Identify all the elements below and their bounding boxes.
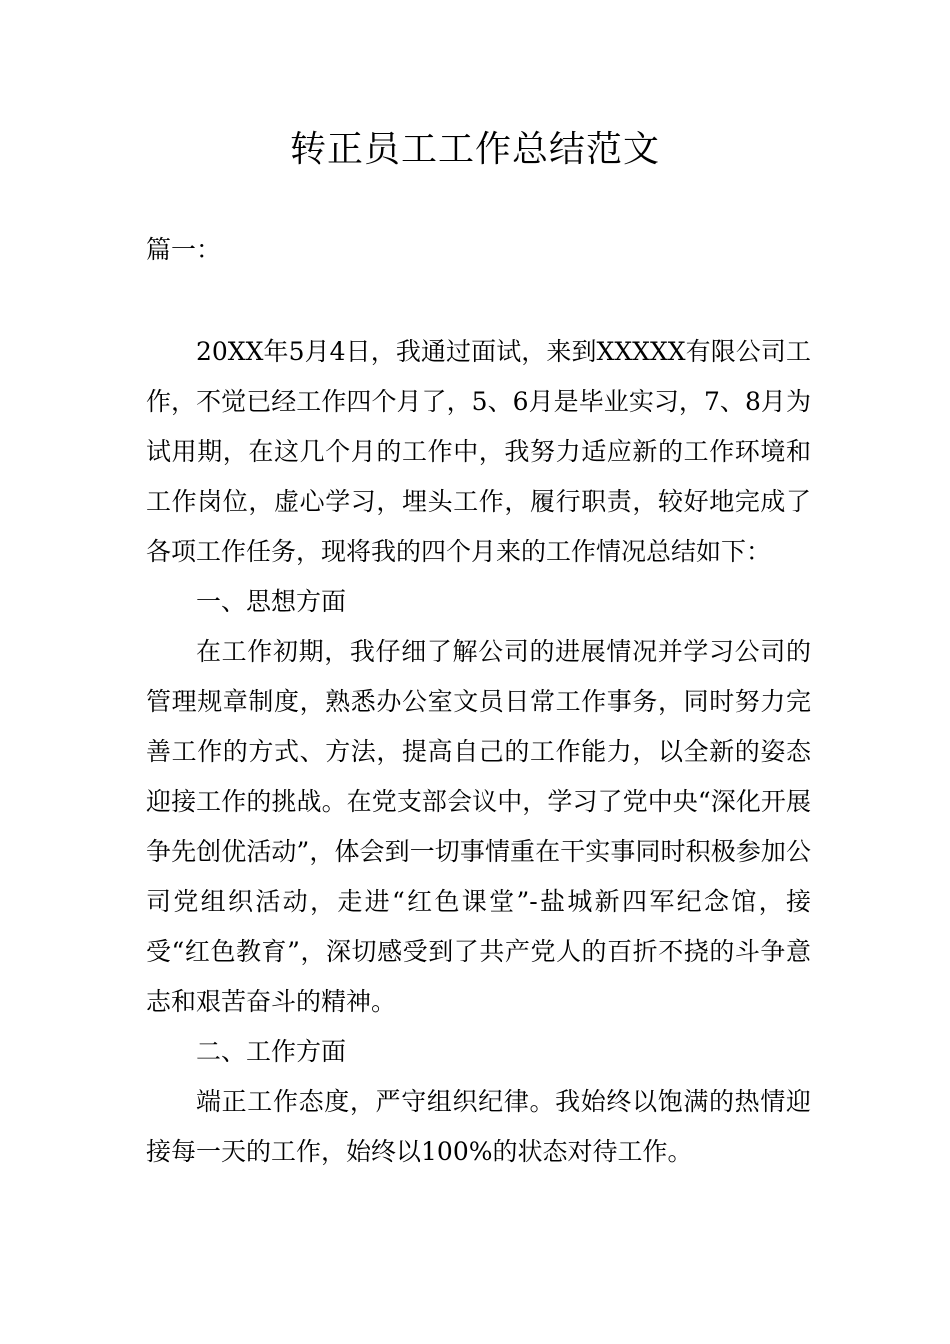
part-label: 篇一： — [146, 235, 222, 264]
document-body — [146, 327, 811, 1177]
paragraph-intro: 20XX年5月4日，我通过面试，来到XXXXX有限公司工作，不觉已经工作四个月了，5、6月是毕业实习，7、8月为试用期，在这几个月的工作中，我努力适应新的工作环境和工作岗位，虚心学习，埋头工作，履行职责，较好地完成了各项工作任务，现将我的四个月来的工作情况总结如下： — [146, 337, 811, 566]
paragraph-work: 端正工作态度，严守组织纪律。我始终以饱满的热情迎接每一天的工作，始终以100%的状态对待工作。 — [146, 1087, 811, 1166]
document-title: 转正员工工作总结范文 — [289, 129, 660, 170]
heading-work: 二、工作方面 — [196, 1037, 347, 1066]
paragraph-ideology: 在工作初期，我仔细了解公司的进展情况并学习公司的管理规章制度，熟悉办公室文员日常工作事务，同时努力完善工作的方式、方法，提高自己的工作能力，以全新的姿态迎接工作的挑战。在党支部会议中，学习了党中央“深化开展争先创优活动”，体会到一切事情重在干实事同时积极参加公司党组织活动，走进“红色课堂”-盐城新四军纪念馆，接受“红色教育”，深切感受到了共产党人的百折不挠的斗争意志和艰苦奋斗的精神。 — [146, 637, 811, 1016]
heading-ideology: 一、思想方面 — [196, 587, 347, 616]
